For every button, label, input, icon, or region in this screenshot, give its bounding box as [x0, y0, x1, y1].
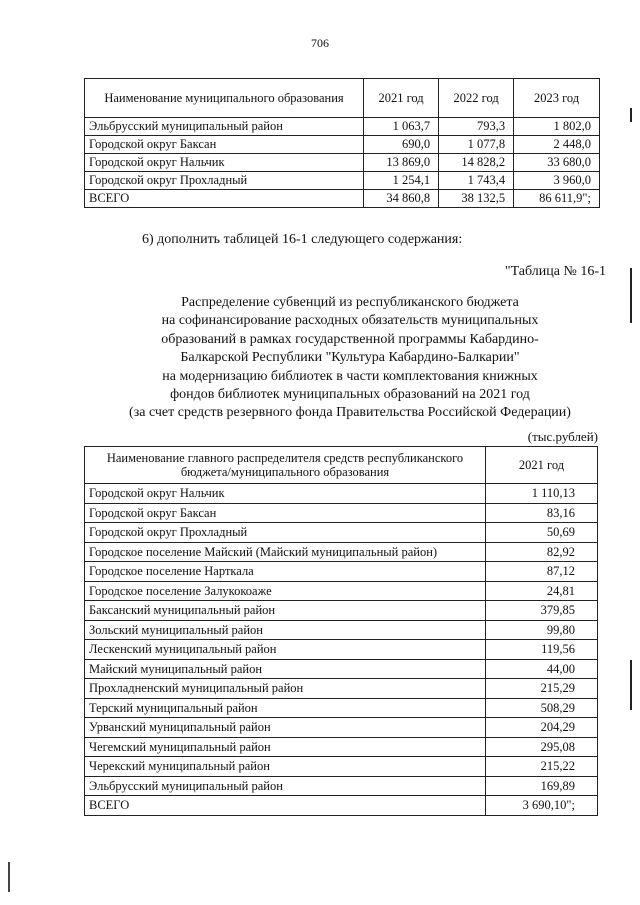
table-row — [85, 523, 598, 543]
table-row — [85, 757, 598, 777]
title-line: образований в рамках государственной программы Кабардино- — [161, 331, 539, 347]
table-row — [85, 154, 600, 172]
row-name: Городской округ Баксан — [85, 136, 364, 154]
table-row — [85, 562, 598, 582]
row-name: Городское поселение Майский (Майский муниципальный район) — [85, 542, 486, 562]
value-2021: 379,85 — [486, 601, 598, 621]
row-name: Городской округ Нальчик — [85, 154, 364, 172]
title-line: Распределение субвенций из республиканского бюджета — [181, 295, 519, 310]
row-name: Прохладненский муниципальный район — [85, 679, 486, 699]
value-2021: 204,29 — [486, 718, 598, 738]
page-number: 706 — [311, 36, 329, 50]
row-name: Терский муниципальный район — [85, 698, 486, 718]
table-row — [85, 601, 598, 621]
scan-margin-mark — [630, 660, 632, 710]
table-header-row — [85, 447, 598, 484]
units-label: (тыс.рублей) — [527, 429, 598, 444]
value-2021: 169,89 — [486, 776, 598, 796]
table-row — [85, 136, 600, 154]
table-row — [85, 640, 598, 660]
row-name: Городское поселение Залукокоаже — [85, 581, 486, 601]
value-2021: 82,92 — [486, 542, 598, 562]
table-row — [85, 542, 598, 562]
value-2022: 1 743,4 — [439, 172, 514, 190]
table-row — [85, 776, 598, 796]
row-name: ВСЕГО — [85, 796, 486, 816]
row-name: Городской округ Прохладный — [85, 172, 364, 190]
table-row — [85, 118, 600, 136]
row-name: Городской округ Нальчик — [85, 484, 486, 504]
row-name: Баксанский муниципальный район — [85, 601, 486, 621]
title-line: на софинансирование расходных обязательств муниципальных — [161, 313, 539, 329]
table-row — [85, 484, 598, 504]
value-2022: 793,3 — [439, 118, 514, 136]
value-2021: 24,81 — [486, 581, 598, 601]
table-label: "Таблица № 16-1 — [504, 264, 606, 279]
value-2023: 33 680,0 — [514, 154, 600, 172]
scan-margin-mark — [8, 862, 10, 892]
table-row-total — [85, 190, 600, 208]
table-row — [85, 503, 598, 523]
value-2023: 3 960,0 — [514, 172, 600, 190]
row-name: Эльбрусский муниципальный район — [85, 776, 486, 796]
value-2021: 44,00 — [486, 659, 598, 679]
table-header-row — [85, 79, 600, 118]
row-name: Майский муниципальный район — [85, 659, 486, 679]
column-header-2022: 2022 год — [439, 79, 514, 118]
row-name: Эльбрусский муниципальный район — [85, 118, 364, 136]
value-2021: 295,08 — [486, 737, 598, 757]
title-line: на модернизацию библиотек в части комплектования книжных — [162, 368, 538, 384]
table-library-subventions-2021 — [84, 446, 598, 816]
value-2023: 1 802,0 — [514, 118, 600, 136]
value-2021: 1 063,7 — [364, 118, 439, 136]
value-2021: 215,22 — [486, 757, 598, 777]
table-row — [85, 581, 598, 601]
title-line: (за счет средств резервного фонда Правительства Российской Федерации) — [129, 405, 571, 421]
row-name: Чегемский муниципальный район — [85, 737, 486, 757]
column-header-2021: 2021 год — [486, 447, 598, 484]
scan-margin-mark — [630, 268, 632, 323]
value-2021: 99,80 — [486, 620, 598, 640]
table-title — [60, 294, 640, 423]
column-header-municipality: Наименование муниципального образования — [85, 79, 364, 118]
value-2021: 690,0 — [364, 136, 439, 154]
value-2022: 14 828,2 — [439, 154, 514, 172]
column-header-2021: 2021 год — [364, 79, 439, 118]
value-2021: 119,56 — [486, 640, 598, 660]
table-row-total — [85, 796, 598, 816]
value-2021: 13 869,0 — [364, 154, 439, 172]
value-2021: 215,29 — [486, 679, 598, 699]
column-header-2023: 2023 год — [514, 79, 600, 118]
row-name: Черекский муниципальный район — [85, 757, 486, 777]
table-row — [85, 659, 598, 679]
row-name: Зольский муниципальный район — [85, 620, 486, 640]
row-name: Городской округ Баксан — [85, 503, 486, 523]
table-row — [85, 679, 598, 699]
value-2021: 508,29 — [486, 698, 598, 718]
value-2022: 1 077,8 — [439, 136, 514, 154]
value-2021: 1 254,1 — [364, 172, 439, 190]
amendment-paragraph: 6) дополнить таблицей 16-1 следующего содержания: — [142, 232, 463, 247]
value-2021: 87,12 — [486, 562, 598, 582]
title-line: Балкарской Республики "Культура Кабардино-Балкарии" — [180, 350, 520, 366]
table-row — [85, 172, 600, 190]
row-name: Городское поселение Нарткала — [85, 562, 486, 582]
table-row — [85, 620, 598, 640]
table-row — [85, 737, 598, 757]
value-2022: 38 132,5 — [439, 190, 514, 208]
value-2021: 1 110,13 — [486, 484, 598, 504]
row-name: Городской округ Прохладный — [85, 523, 486, 543]
table-row — [85, 718, 598, 738]
value-2021: 34 860,8 — [364, 190, 439, 208]
scan-margin-mark — [630, 108, 632, 122]
value-2021: 83,16 — [486, 503, 598, 523]
value-2021: 50,69 — [486, 523, 598, 543]
value-2023: 86 611,9"; — [514, 190, 600, 208]
row-name: Урванский муниципальный район — [85, 718, 486, 738]
row-name: ВСЕГО — [85, 190, 364, 208]
value-2021: 3 690,10"; — [486, 796, 598, 816]
column-header-recipient: Наименование главного распределителя средств республиканского бюджета/муниципального образования — [85, 447, 486, 484]
table-subventions-2021-2023 — [84, 78, 600, 208]
title-line: фондов библиотек муниципальных образований на 2021 год — [170, 387, 530, 403]
row-name: Лескенский муниципальный район — [85, 640, 486, 660]
table-row — [85, 698, 598, 718]
value-2023: 2 448,0 — [514, 136, 600, 154]
